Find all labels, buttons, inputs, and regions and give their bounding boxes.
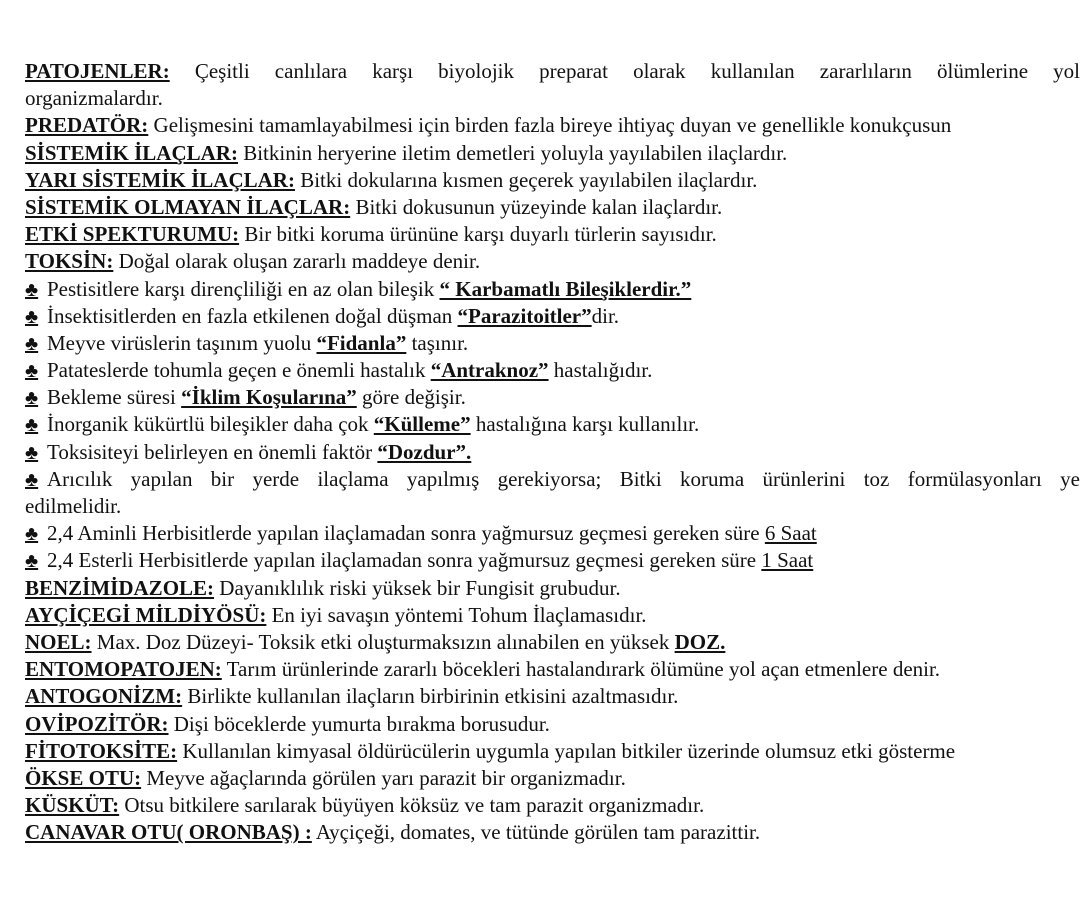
- bullet-text: Arıcılık yapılan bir yerde ilaçlama yapılmış gerekiyorsa; Bitki koruma ürünlerini toz formülasyonları ye: [47, 466, 1080, 491]
- bullet-text: Bekleme süresi: [47, 385, 182, 410]
- club-icon: ♣: [25, 360, 39, 383]
- definition-text: organizmalardır.: [25, 86, 163, 111]
- term-label: YARI SİSTEMİK İLAÇLAR:: [25, 167, 295, 192]
- term-label: FİTOTOKSİTE:: [25, 738, 178, 763]
- bullet-item: [25, 276, 1080, 303]
- definition-kuskut: [25, 792, 1080, 819]
- definition-okse-otu: [25, 765, 1080, 792]
- term-label: PREDATÖR:: [25, 113, 149, 138]
- bullet-text: Meyve virüslerin taşınım yuolu: [47, 330, 317, 355]
- bullet-text: edilmelidir.: [25, 494, 122, 518]
- bullet-herbicide: [25, 547, 1080, 574]
- term-label: ANTOGONİZM:: [25, 684, 183, 709]
- definition-continuation: [25, 85, 1080, 112]
- term-label: NOEL:: [25, 629, 92, 654]
- bullet-highlight: “Dozdur”.: [377, 439, 472, 464]
- definition-text: En iyi savaşın yöntemi Tohum İlaçlamasıdır.: [266, 602, 647, 627]
- bullet-herbicide: [25, 520, 1080, 547]
- definition-text: Meyve ağaçlarında görülen yarı parazit bir organizmadır.: [141, 765, 626, 790]
- definition-text: Bir bitki koruma ürününe karşı duyarlı türlerin sayısıdır.: [239, 222, 717, 247]
- definition-ovipozitor: [25, 711, 1080, 738]
- definition-text: Bitki dokusunun yüzeyinde kalan ilaçlardır.: [350, 194, 723, 219]
- term-label: CANAVAR OTU( ORONBAŞ) :: [25, 820, 312, 845]
- definition-noel: [25, 629, 1080, 656]
- definition-patojenler: [25, 58, 1080, 85]
- definition-toksin: [25, 248, 1080, 275]
- definition-text: Bitkinin heryerine iletim demetleri yoluyla yayılabilen ilaçlardır.: [237, 140, 788, 165]
- club-icon: ♣: [25, 441, 39, 464]
- term-label: SİSTEMİK OLMAYAN İLAÇLAR:: [25, 194, 351, 219]
- bullet-continuation: [25, 493, 1080, 520]
- definition-predator: [25, 112, 1080, 139]
- definition-text: Otsu bitkilere sarılarak büyüyen köksüz ve tam parazit organizmadır.: [119, 793, 705, 818]
- bullet-text: Pestisitlere karşı dirençliliği en az olan bileşik: [47, 276, 440, 301]
- definition-text: Gelişmesini tamamlayabilmesi için birden fazla bireye ihtiyaç duyan ve genellikle konukçusun: [148, 113, 952, 138]
- club-icon: ♣: [25, 387, 39, 410]
- definition-antogonizm: [25, 683, 1080, 710]
- term-label: ENTOMOPATOJEN:: [25, 657, 222, 682]
- definition-text: Dayanıklılık riski yüksek bir Fungisit grubudur.: [214, 575, 621, 600]
- bullet-item: [25, 330, 1080, 357]
- club-icon: ♣: [25, 332, 39, 355]
- document-page: [25, 58, 1080, 846]
- duration-value: 6 Saat: [764, 521, 817, 546]
- definition-text: Kullanılan kimyasal öldürücülerin uygumla yapılan bitkiler üzerinde olumsuz etki gösterme: [177, 738, 956, 763]
- definition-sistemik-ilaclar: [25, 140, 1080, 167]
- definition-highlight: DOZ.: [674, 629, 726, 654]
- bullet-text: 2,4 Aminli Herbisitlerde yapılan ilaçlamadan sonra yağmursuz geçmesi gereken süre: [47, 521, 765, 546]
- club-icon: ♣: [25, 550, 39, 573]
- club-icon: ♣: [25, 414, 39, 437]
- definition-text: Birlikte kullanılan ilaçların birbirinin etkisini azaltmasıdır.: [182, 684, 679, 709]
- bullet-highlight: “ Karbamatlı Bileşiklerdir.”: [439, 276, 692, 301]
- club-icon: ♣: [25, 278, 39, 301]
- bullet-text: Patateslerde tohumla geçen e önemli hastalık: [47, 358, 431, 383]
- definition-text: Tarım ürünlerinde zararlı böcekleri hastalandırark ölümüne yol açan etmenlere denir.: [221, 657, 941, 682]
- bullet-item: [25, 384, 1080, 411]
- term-label: OVİPOZİTÖR:: [25, 711, 169, 736]
- club-icon: ♣: [25, 305, 39, 328]
- definition-text: Dişi böceklerde yumurta bırakma borusudur.: [168, 711, 550, 736]
- bullet-item: [25, 357, 1080, 384]
- bullet-suffix: taşınır.: [406, 330, 469, 355]
- definition-entomopatojen: [25, 656, 1080, 683]
- definition-benzimidazole: [25, 575, 1080, 602]
- definition-sistemik-olmayan-ilaclar: [25, 194, 1080, 221]
- bullet-suffix: hastalığıdır.: [548, 358, 653, 383]
- bullet-aricilik: [25, 466, 1080, 493]
- bullet-suffix: göre değişir.: [356, 385, 466, 410]
- term-label: ÖKSE OTU:: [25, 765, 142, 790]
- definition-text: Bitki dokularına kısmen geçerek yayılabilen ilaçlardır.: [294, 167, 758, 192]
- bullet-highlight: “Antraknoz”: [430, 358, 549, 383]
- bullet-text: 2,4 Esterli Herbisitlerde yapılan ilaçlamadan sonra yağmursuz geçmesi gereken süre: [47, 548, 762, 573]
- definition-text: Doğal olarak oluşan zararlı maddeye denir.: [113, 249, 481, 274]
- term-label: ETKİ SPEKTURUMU:: [25, 222, 240, 247]
- duration-value: 1 Saat: [761, 548, 814, 573]
- bullet-text: İnorganik kükürtlü bileşikler daha çok: [47, 412, 374, 437]
- definition-yari-sistemik-ilaclar: [25, 167, 1080, 194]
- definition-fitotoksite: [25, 738, 1080, 765]
- definition-canavar-otu: [25, 819, 1080, 846]
- definition-text: Ayçiçeği, domates, ve tütünde görülen tam parazittir.: [311, 820, 761, 845]
- term-label: KÜSKÜT:: [25, 793, 120, 818]
- bullet-item: [25, 439, 1080, 466]
- term-label: PATOJENLER:: [25, 59, 170, 83]
- bullet-highlight: “Fidanla”: [316, 330, 407, 355]
- definition-etki-spekturumu: [25, 221, 1080, 248]
- bullet-highlight: “Parazitoitler”: [457, 303, 592, 328]
- bullet-item: [25, 303, 1080, 330]
- bullet-suffix: hastalığına karşı kullanılır.: [470, 412, 700, 437]
- term-label: SİSTEMİK İLAÇLAR:: [25, 140, 238, 165]
- bullet-highlight: “İklim Koşularına”: [181, 385, 357, 410]
- definition-text: Max. Doz Düzeyi- Toksik etki oluşturmaksızın alınabilen en yüksek: [91, 629, 675, 654]
- term-label: BENZİMİDAZOLE:: [25, 575, 215, 600]
- bullet-item: [25, 411, 1080, 438]
- definition-text: Çeşitli canlılara karşı biyolojik preparat olarak kullanılan zararlıların ölümlerine yol: [169, 59, 1080, 83]
- club-icon: ♣: [25, 523, 39, 546]
- term-label: TOKSİN:: [25, 249, 114, 274]
- club-icon: ♣: [25, 468, 39, 491]
- term-label: AYÇİÇEGİ MİLDİYÖSÜ:: [25, 602, 267, 627]
- bullet-suffix: dir.: [591, 303, 620, 328]
- bullet-text: Toksisiteyi belirleyen en önemli faktör: [47, 439, 378, 464]
- bullet-text: İnsektisitlerden en fazla etkilenen doğal düşman: [47, 303, 458, 328]
- bullet-highlight: “Külleme”: [373, 412, 471, 437]
- definition-aycicegi-mildiyosu: [25, 602, 1080, 629]
